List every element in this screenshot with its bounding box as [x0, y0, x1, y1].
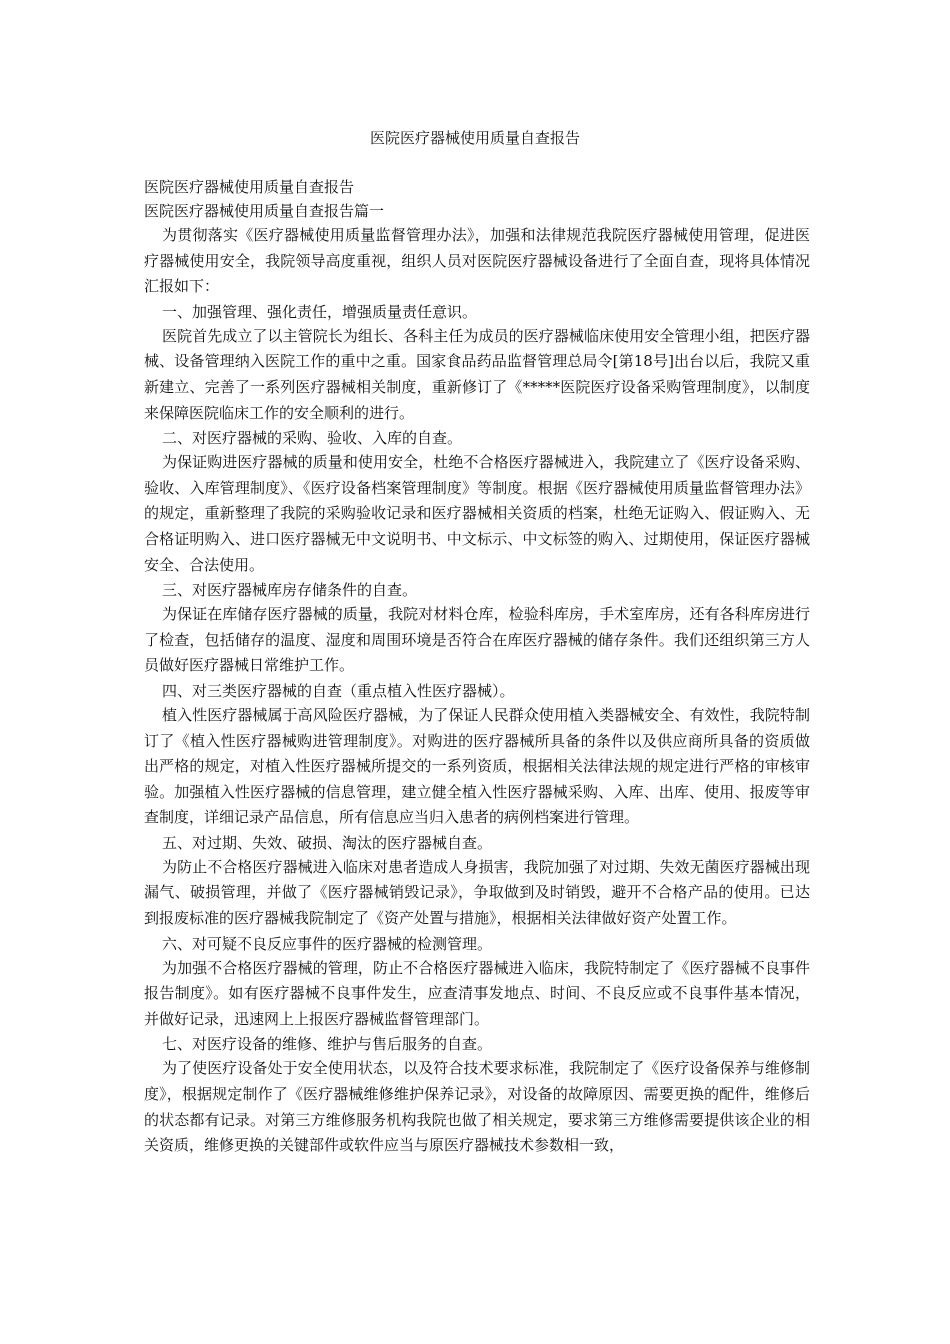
section-heading-2: 二、对医疗器械的采购、验收、入库的自查。	[162, 429, 463, 448]
section-text-5: 为防止不合格医疗器械进入临床对患者造成人身损害，我院加强了对过期、失效无菌医疗器械出现漏气、破损管理，并做了《医疗器械销毁记录》，争取做到及时销毁，避开不合格产品的使用。已达到报废标准的医疗器械我院制定了《资产处置与措施》，根据相关法律做好资产处置工作。	[144, 857, 810, 928]
section-title: 医院医疗器械使用质量自查报告篇一	[144, 202, 385, 220]
document-subtitle: 医院医疗器械使用质量自查报告	[144, 178, 355, 196]
section-heading-4: 四、对三类医疗器械的自查（重点植入性医疗器械）。	[162, 681, 515, 700]
section-text-3: 为保证在库储存医疗器械的质量，我院对材料仓库，检验科库房，手术室库房，还有各科库房进行了检查，包括储存的温度、湿度和周围环境是否符合在库医疗器械的储存条件。我们还组织第三方人员做好医疗器械日常维护工作。	[144, 605, 810, 675]
section-text-1: 医院首先成立了以主管院长为组长、各科主任为成员的医疗器械临床使用安全管理小组，把医疗器械、设备管理纳入医院工作的重中之重。国家食品药品监督管理总局令[第18号]出台以后，我院又重新建立、完善了一系列医疗器械相关制度，重新修订了《*****医院医疗设备采购管理制度》，以制度来保障医院临床工作的安全顺利的进行。	[144, 326, 810, 422]
section-text-6: 为加强不合格医疗器械的管理，防止不合格医疗器械进入临床，我院特制定了《医疗器械不良事件报告制度》。如有医疗器械不良事件发生，应查清事发地点、时间、不良反应或不良事件基本情况，并做好记录，迅速网上上报医疗器械监督管理部门。	[144, 958, 810, 1028]
section-heading-6: 六、对可疑不良反应事件的医疗器械的检测管理。	[162, 934, 493, 953]
document-body	[144, 175, 810, 1159]
section-heading-3: 三、对医疗器械库房存储条件的自查。	[162, 581, 418, 600]
section-text-7: 为了使医疗设备处于安全使用状态，以及符合技术要求标准，我院制定了《医疗设备保养与维修制度》，根据规定制作了《医疗器械维修维护保养记录》，对设备的故障原因、需要更换的配件，维修后的状态都有记录。对第三方维修服务机构我院也做了相关规定，要求第三方维修需要提供该企业的相关资质，维修更换的关键部件或软件应当与原医疗器械技术参数相一致，	[144, 1059, 810, 1155]
section-heading-7: 七、对医疗设备的维修、维护与售后服务的自查。	[162, 1035, 493, 1054]
section-text-2: 为保证购进医疗器械的质量和使用安全，杜绝不合格医疗器械进入，我院建立了《医疗设备采购、验收、入库管理制度》、《医疗设备档案管理制度》等制度。根据《医疗器械使用质量监督管理办法》的规定，重新整理了我院的采购验收记录和医疗器械相关资质的档案，杜绝无证购入、假证购入、无合格证明购入、进口医疗器械无中文说明书、中文标示、中文标签的购入、过期使用，保证医疗器械安全、合法使用。	[144, 453, 810, 574]
section-heading-5: 五、对过期、失效、破损、淘汰的医疗器械自查。	[162, 833, 493, 852]
document-title: 医院医疗器械使用质量自查报告	[369, 129, 580, 147]
section-text-4: 植入性医疗器械属于高风险医疗器械，为了保证人民群众使用植入类器械安全、有效性，我院特制订了《植入性医疗器械购进管理制度》。对购进的医疗器械所具备的条件以及供应商所具备的资质做出严格的规定，对植入性医疗器械所提交的一系列资质，根据相关法律法规的规定进行严格的审核审验。加强植入性医疗器械的信息管理，建立健全植入性医疗器械采购、入库、出库、使用、报废等审查制度，详细记录产品信息，所有信息应当归入患者的病例档案进行管理。	[144, 705, 810, 827]
intro-paragraph: 为贯彻落实《医疗器械使用质量监督管理办法》，加强和法律规范我院医疗器械使用管理，促进医疗器械使用安全，我院领导高度重视，组织人员对医院医疗器械设备进行了全面自查，现将具体情况汇报如下：	[144, 226, 810, 296]
section-heading-1: 一、加强管理、强化责任，增强质量责任意识。	[162, 302, 478, 321]
